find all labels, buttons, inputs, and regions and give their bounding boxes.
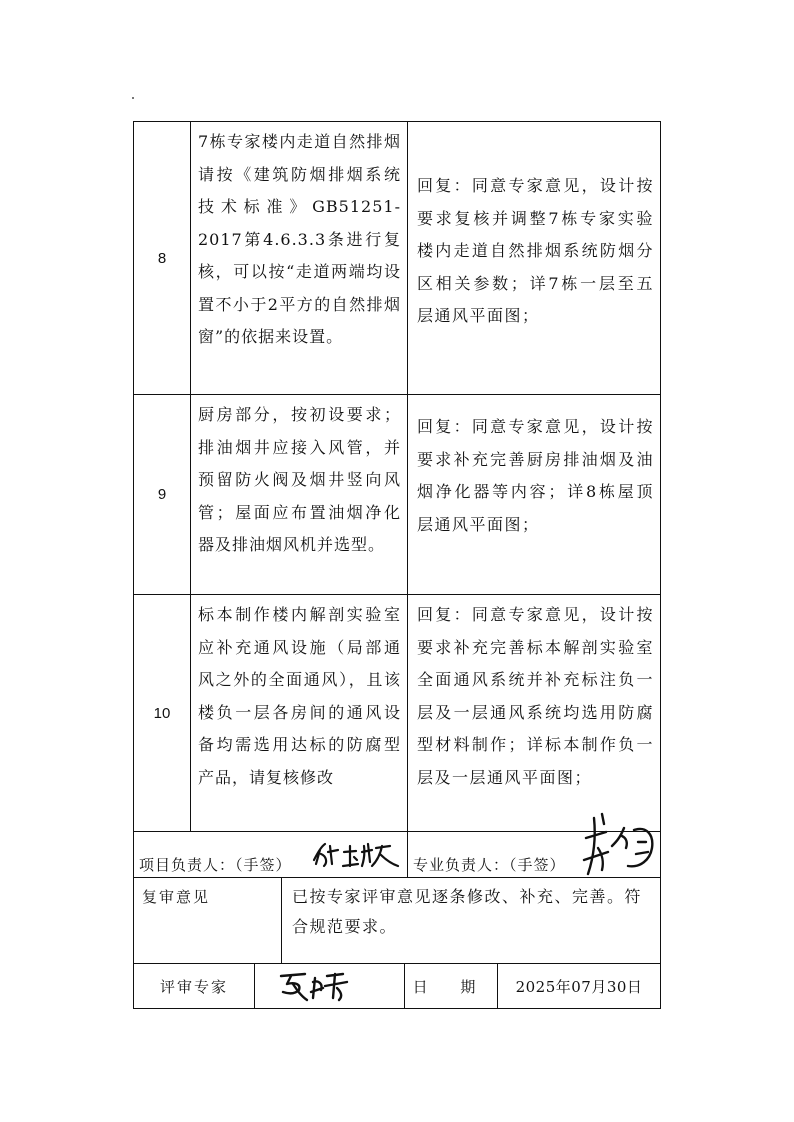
handwritten-signature-icon [580, 808, 664, 882]
item-number: 8 [157, 249, 167, 267]
review-opinion-row [134, 878, 660, 964]
signature-row [134, 832, 660, 878]
design-reply: 回复：同意专家意见，设计按要求补充完善标本解剖实验室全面通风系统并补充标注负一层及一层通风系统均选用防腐型材料制作；详标本制作负一层及一层通风平面图； [407, 595, 660, 831]
handwritten-signature-icon [310, 838, 402, 870]
review-opinion-label: 复审意见 [142, 888, 211, 906]
review-opinion-text: 已按专家评审意见逐条修改、补充、完善。符合规范要求。 [281, 878, 660, 963]
design-reply: 回复：同意专家意见，设计按要求补充完善厨房排油烟及油烟净化器等内容；详8栋屋顶层通风平面图； [407, 395, 660, 594]
design-reply: 回复：同意专家意见，设计按要求复核并调整7栋专家实验楼内走道自然排烟系统防烟分区相关参数；详7栋一层至五层通风平面图； [407, 122, 660, 394]
discipline-lead-label: 专业负责人：（手签） [413, 856, 566, 874]
date-label: 日 期 [404, 964, 497, 1008]
item-number: 9 [157, 486, 167, 503]
expert-requirement: 标本制作楼内解剖实验室应补充通风设施（局部通风之外的全面通风），且该楼负一层各房间的通风设备均需选用达标的防腐型产品，请复核修改 [190, 595, 407, 831]
project-lead-signature [134, 832, 407, 877]
item-number: 10 [153, 704, 171, 722]
scan-speck [132, 97, 134, 99]
expert-label: 评审专家 [159, 977, 228, 996]
table-row [134, 395, 660, 595]
discipline-lead-signature [407, 832, 660, 877]
table-row [134, 595, 660, 832]
review-reply-table [133, 121, 661, 1009]
expert-requirement: 7栋专家楼内走道自然排烟请按《建筑防烟排烟系统技术标准》GB51251-2017第4.6.3.3条进行复核，可以按“走道两端均设置不小于2平方的自然排烟窗”的依据来设置。 [190, 122, 407, 394]
handwritten-signature-icon [277, 968, 353, 1004]
table-row [134, 122, 660, 395]
expert-requirement: 厨房部分，按初设要求；排油烟井应接入风管，并预留防火阀及烟井竖向风管；屋面应布置油烟净化器及排油烟风机并选型。 [190, 395, 407, 594]
expert-row [134, 964, 660, 1008]
project-lead-label: 项目负责人：（手签） [139, 856, 292, 874]
expert-signature [254, 964, 404, 1008]
date-value: 2025年07月30日 [497, 964, 660, 1008]
